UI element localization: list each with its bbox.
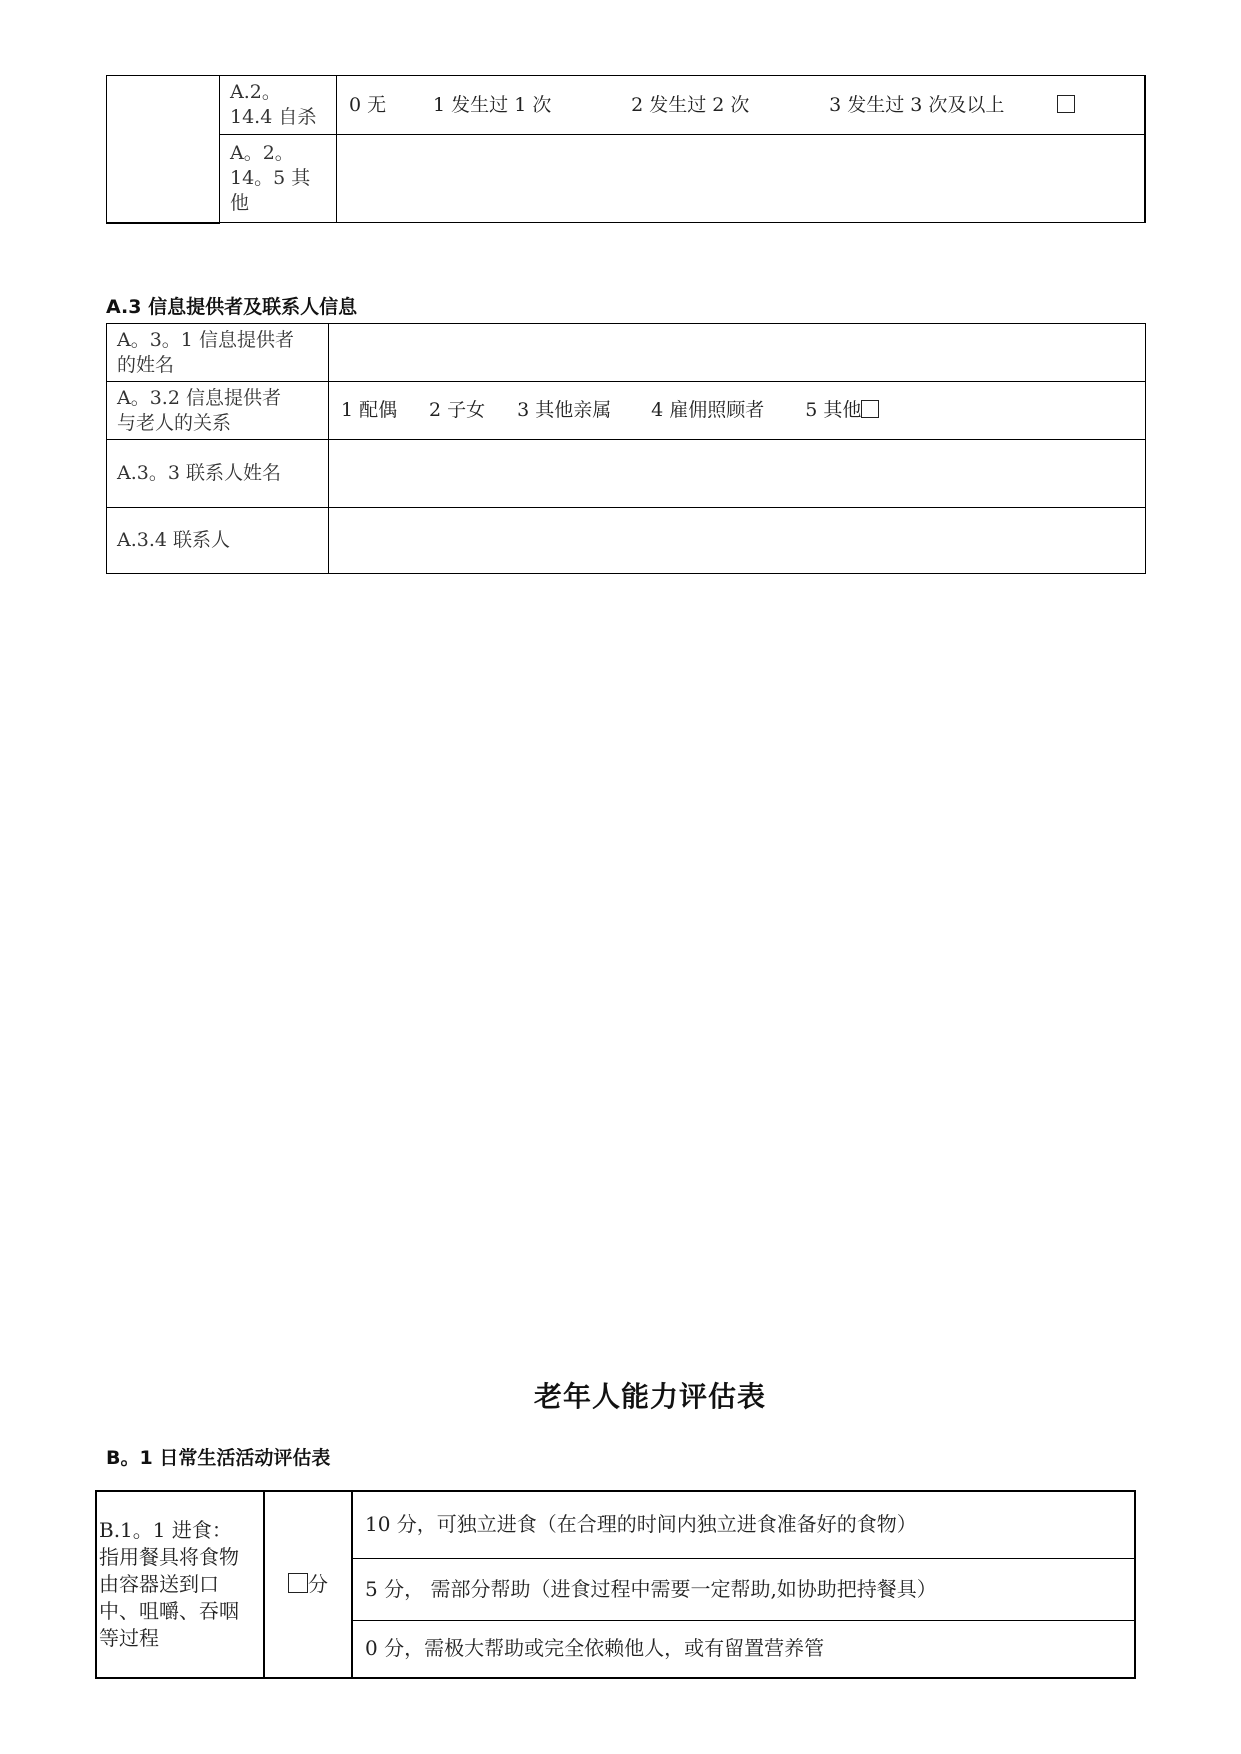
- blank-merged-cell: [107, 76, 220, 223]
- label-line: 中、咀嚼、吞咽: [99, 1599, 239, 1623]
- a2-suicide-options: [337, 76, 1146, 135]
- option-2: 2 发生过 2 次: [631, 93, 750, 116]
- option-child: 2 子女: [429, 399, 486, 421]
- option-other: 5 其他: [805, 399, 862, 421]
- a3-row-label: [107, 508, 329, 574]
- section-b1-heading: B。1 日常生活活动评估表: [106, 1447, 331, 1469]
- label-line: 的姓名: [117, 353, 175, 376]
- score-option-5: 5 分， 需部分帮助（进食过程中需要一定帮助,如协助把持餐具）: [352, 1558, 1135, 1620]
- score-option-10: 10 分，可独立进食（在合理的时间内独立进食准备好的食物）: [352, 1491, 1135, 1558]
- b1-item-label: [96, 1491, 264, 1678]
- informant-name-field[interactable]: [329, 324, 1146, 382]
- label-line: A。2。: [230, 142, 294, 164]
- a2-suicide-label: [220, 76, 337, 135]
- label-line: 他: [230, 192, 250, 214]
- relationship-options: [329, 382, 1146, 440]
- label-line: 由容器送到口: [99, 1572, 219, 1596]
- contact-field[interactable]: [329, 508, 1146, 574]
- contact-name-field[interactable]: [329, 440, 1146, 508]
- a3-table: [106, 323, 1146, 574]
- a3-row-label: [107, 324, 329, 382]
- page-title: 老年人能力评估表: [534, 1380, 767, 1413]
- option-1: 1 发生过 1 次: [433, 93, 552, 116]
- label-line: A。3。1 信息提供者: [117, 328, 294, 351]
- label-line: B.1。1 进食：: [99, 1518, 232, 1542]
- a2-table: [106, 75, 1146, 224]
- label-line: A。3.2 信息提供者: [117, 386, 281, 409]
- answer-checkbox[interactable]: [861, 400, 879, 418]
- option-spouse: 1 配偶: [341, 399, 398, 421]
- score-cell: [264, 1491, 352, 1678]
- a3-row-label: [107, 440, 329, 508]
- option-0: 0 无: [349, 93, 387, 116]
- label-line: 与老人的关系: [117, 411, 232, 434]
- option-3: 3 发生过 3 次及以上: [829, 93, 1005, 116]
- option-caregiver: 4 雇佣照顾者: [651, 399, 765, 421]
- label-line: 14。5 其: [230, 167, 311, 189]
- section-a3-heading: A.3 信息提供者及联系人信息: [106, 296, 358, 318]
- a3-row-label: [107, 382, 329, 440]
- a2-other-label: [220, 135, 337, 223]
- label-line: 等过程: [99, 1626, 159, 1650]
- label-line: A.2。: [230, 81, 281, 103]
- b1-table: [95, 1490, 1136, 1679]
- score-unit: 分: [308, 1571, 328, 1596]
- answer-checkbox[interactable]: [1057, 95, 1075, 113]
- a2-other-value[interactable]: [337, 135, 1146, 223]
- score-checkbox[interactable]: [288, 1573, 308, 1593]
- label-line: 14.4 自杀: [230, 106, 317, 128]
- label-line: A.3.4 联系人: [117, 529, 231, 551]
- label-line: 指用餐具将食物: [99, 1545, 239, 1569]
- score-option-0: 0 分，需极大帮助或完全依赖他人，或有留置营养管: [352, 1620, 1135, 1678]
- option-relative: 3 其他亲属: [517, 399, 612, 421]
- label-line: A.3。3 联系人姓名: [117, 462, 281, 484]
